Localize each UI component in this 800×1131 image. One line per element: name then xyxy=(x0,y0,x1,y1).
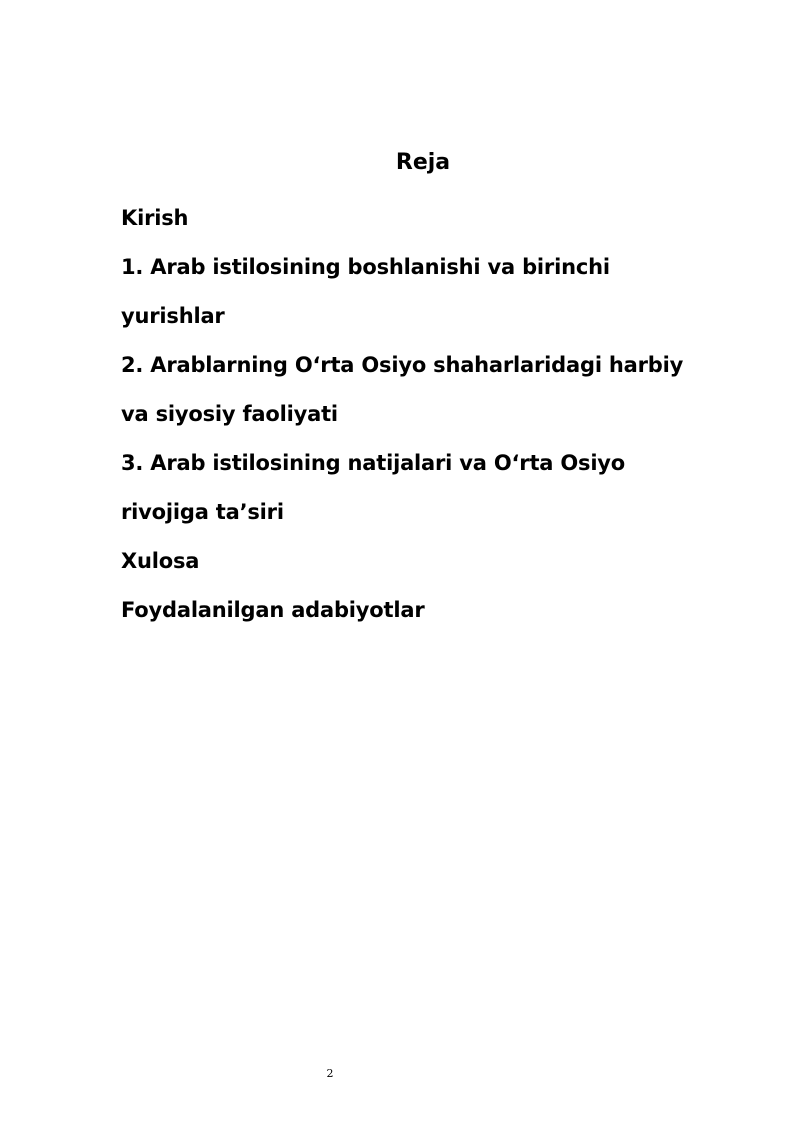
toc-item-introduction: Kirish xyxy=(121,206,189,230)
toc-item-references: Foydalanilgan adabiyotlar xyxy=(121,598,425,622)
toc-item-conclusion: Xulosa xyxy=(121,549,200,573)
table-of-contents xyxy=(121,194,691,635)
toc-item-1: 1. Arab istilosining boshlanishi va birinchi yurishlar xyxy=(121,255,610,328)
toc-item-2: 2. Arablarning O‘rta Osiyo shaharlaridagi harbiy va siyosiy faoliyati xyxy=(121,353,684,426)
toc-item-3: 3. Arab istilosining natijalari va O‘rta Osiyo rivojiga ta’siri xyxy=(121,451,626,524)
page-number: 2 xyxy=(326,1067,334,1080)
plan-title: Reja xyxy=(395,150,451,175)
